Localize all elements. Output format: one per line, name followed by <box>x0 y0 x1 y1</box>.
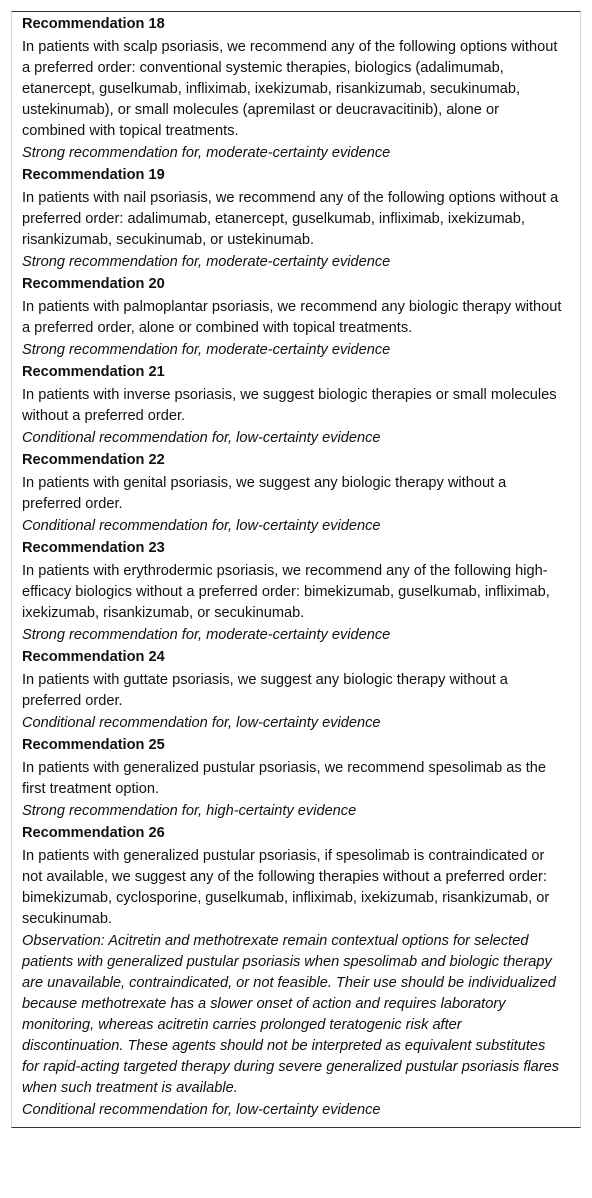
recommendation-21 <box>22 362 580 449</box>
recommendation-strength: Strong recommendation for, moderate-certainty evidence <box>22 627 391 643</box>
recommendation-26 <box>22 823 580 1121</box>
recommendation-strength: Conditional recommendation for, low-certainty evidence <box>22 1102 381 1118</box>
recommendation-title: Recommendation 18 <box>22 16 165 32</box>
recommendation-20 <box>22 274 580 361</box>
recommendation-text: In patients with scalp psoriasis, we recommend any of the following options without a preferred order: conventional systemic therapies, biologics (adalimumab, etanercept, guselkumab, infliximab, ixekizumab, risankizumab, secukinumab, ustekinumab), or small molecules (apremilast or deucravacitinib), alone or combined with topical treatments. <box>22 39 558 139</box>
recommendation-title: Recommendation 25 <box>22 737 165 753</box>
recommendation-title: Recommendation 24 <box>22 649 165 665</box>
recommendation-text: In patients with palmoplantar psoriasis, we recommend any biologic therapy without a preferred order, alone or combined with topical treatments. <box>22 299 562 336</box>
recommendations-table <box>11 11 581 1128</box>
recommendation-text: In patients with inverse psoriasis, we suggest biologic therapies or small molecules without a preferred order. <box>22 387 557 424</box>
recommendation-text: In patients with erythrodermic psoriasis, we recommend any of the following high-efficacy biologics without a preferred order: bimekizumab, guselkumab, infliximab, ixekizumab, risankizumab, or secukinumab. <box>22 563 550 621</box>
recommendation-title: Recommendation 26 <box>22 825 165 841</box>
recommendation-title: Recommendation 20 <box>22 276 165 292</box>
recommendation-18 <box>22 14 580 164</box>
recommendation-text: In patients with generalized pustular psoriasis, we recommend spesolimab as the first treatment option. <box>22 760 547 797</box>
recommendation-24 <box>22 647 580 734</box>
recommendation-strength: Strong recommendation for, moderate-certainty evidence <box>22 254 391 270</box>
recommendation-strength: Conditional recommendation for, low-certainty evidence <box>22 430 381 446</box>
recommendation-title: Recommendation 22 <box>22 452 165 468</box>
recommendation-title: Recommendation 21 <box>22 364 165 380</box>
recommendation-strength: Strong recommendation for, moderate-certainty evidence <box>22 342 391 358</box>
recommendation-text: In patients with generalized pustular psoriasis, if spesolimab is contraindicated or not available, we suggest any of the following therapies without a preferred order: bimekizumab, cyclosporine, guselkumab, infliximab, ixekizumab, risankizumab, or secukinumab. <box>22 848 550 927</box>
recommendation-23 <box>22 538 580 646</box>
recommendation-19 <box>22 165 580 273</box>
recommendation-strength: Conditional recommendation for, low-certainty evidence <box>22 715 381 731</box>
recommendation-text: In patients with nail psoriasis, we recommend any of the following options without a preferred order: adalimumab, etanercept, guselkumab, infliximab, ixekizumab, risankizumab, secukinumab, or ustekinumab. <box>22 190 559 248</box>
recommendation-text: In patients with guttate psoriasis, we suggest any biologic therapy without a preferred order. <box>22 672 508 709</box>
recommendation-title: Recommendation 19 <box>22 167 165 183</box>
recommendation-observation: Observation: Acitretin and methotrexate remain contextual options for selected patients with generalized pustular psoriasis when spesolimab and biologic therapy are unavailable, contraindicated, or not feasible. Their use should be individualized because methotrexate has a slower onset of action and requires laboratory monitoring, whereas acitretin carries prolonged teratogenic risk after discontinuation. These agents should not be interpreted as equivalent substitutes for rapid-acting targeted therapy during severe generalized pustular psoriasis flares when such treatment is available. <box>22 933 560 1096</box>
recommendation-22 <box>22 450 580 537</box>
recommendation-strength: Strong recommendation for, moderate-certainty evidence <box>22 145 391 161</box>
recommendation-text: In patients with genital psoriasis, we suggest any biologic therapy without a preferred order. <box>22 475 507 512</box>
recommendation-title: Recommendation 23 <box>22 540 165 556</box>
recommendation-strength: Strong recommendation for, high-certainty evidence <box>22 803 357 819</box>
recommendation-25 <box>22 735 580 822</box>
recommendation-strength: Conditional recommendation for, low-certainty evidence <box>22 518 381 534</box>
